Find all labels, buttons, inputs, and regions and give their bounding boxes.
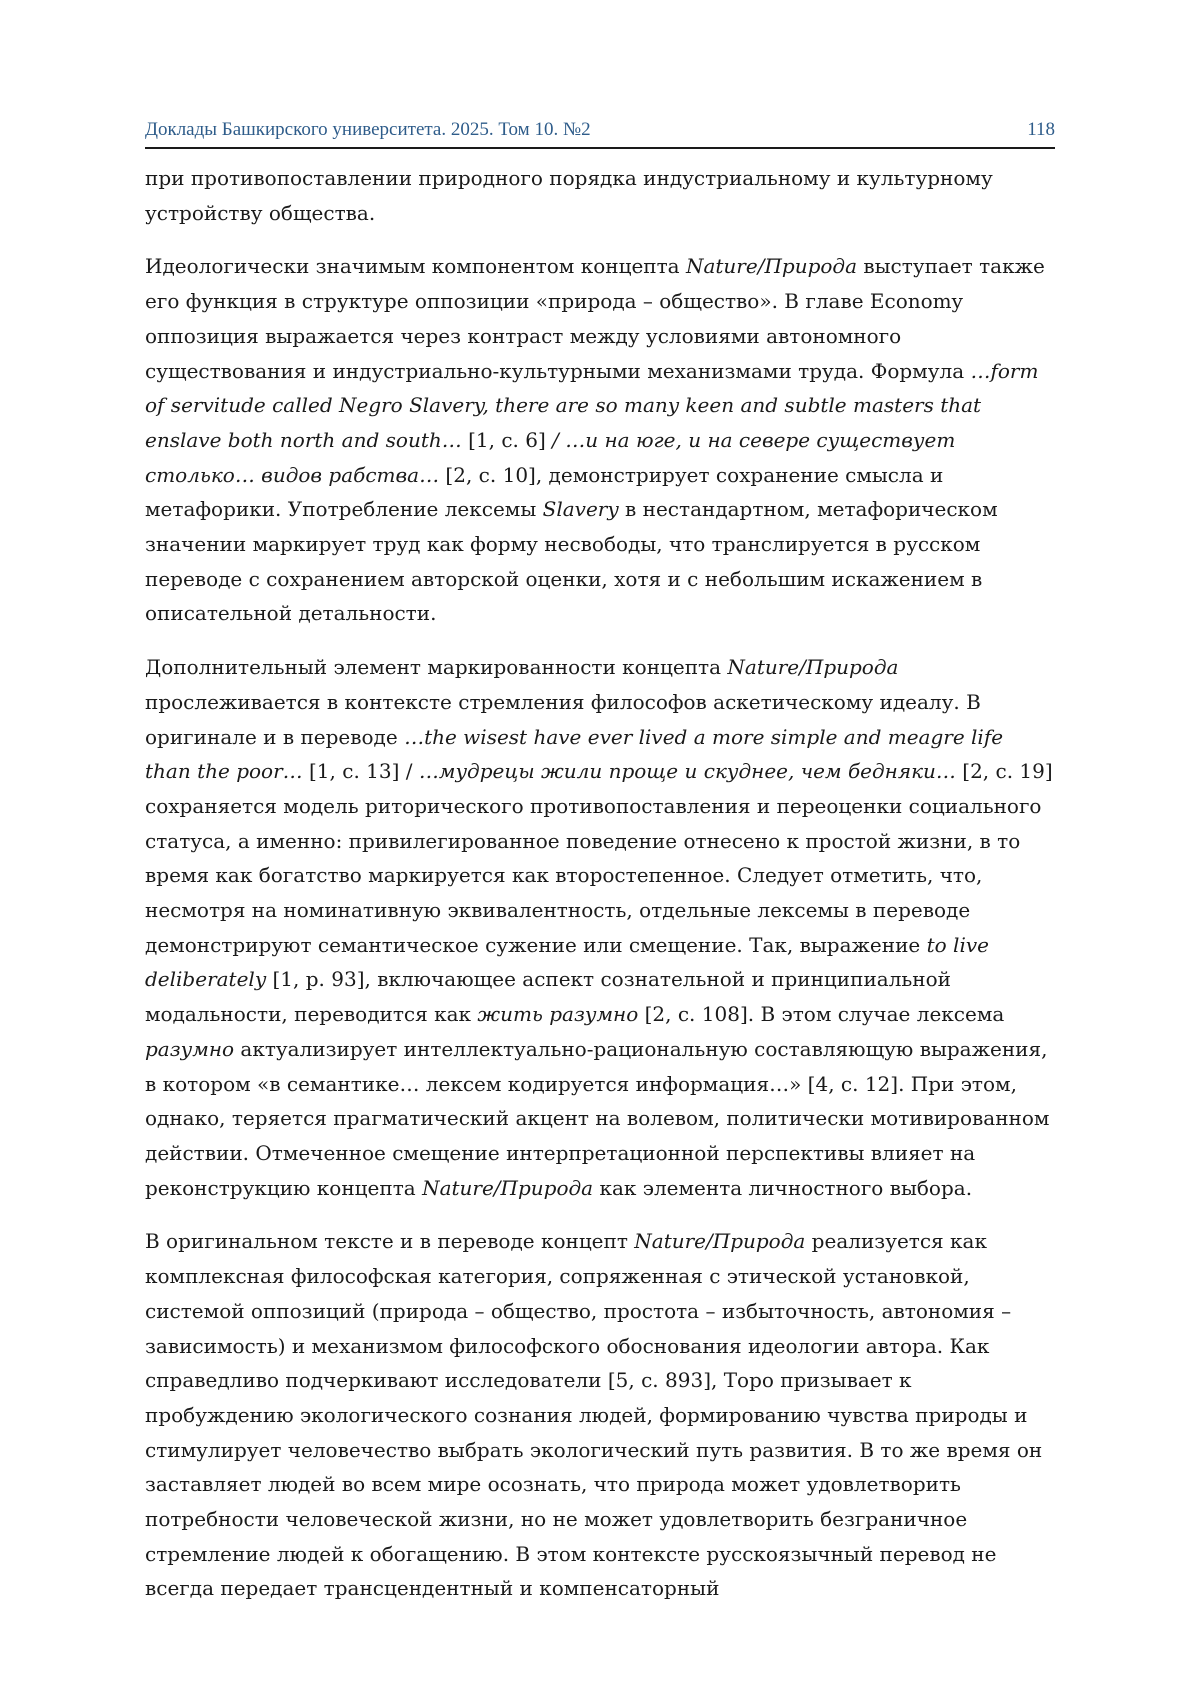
text-run: прослеживается в контексте стремления философов аскетическому идеалу. В оригинале и в переводе	[145, 690, 981, 749]
paragraph	[145, 650, 1055, 1205]
italic-run: Nature/Природа	[686, 254, 857, 278]
text-run: как элемента личностного выбора.	[593, 1176, 972, 1200]
italic-run: разумно	[145, 1037, 234, 1061]
italic-run: …the wisest have ever lived a more simple and meagre life than the poor…	[145, 725, 1003, 784]
article-body	[145, 161, 1055, 1625]
paragraph	[145, 161, 1055, 230]
italic-run: Nature/Природа	[634, 1229, 805, 1253]
page-number: 118	[1027, 119, 1055, 141]
italic-run: Nature/Природа	[422, 1176, 593, 1200]
text-run: актуализирует интеллектуально-рациональную составляющую выражения, в котором «в семантике… лексем кодируется информация…» [4, с. 12]. При этом, однако, теряется прагматический акцент на волевом, политически мотивированном действии. Отмеченное смещение интерпретационной перспективы влияет на реконструкцию концепта	[145, 1037, 1049, 1200]
text-run: [2, с. 108]. В этом случае лексема	[638, 1002, 1004, 1026]
italic-run: …мудрецы жили проще и скуднее, чем бедняки…	[419, 759, 956, 783]
running-header	[145, 117, 1055, 149]
text-run: В оригинальном тексте и в переводе концепт	[145, 1229, 634, 1253]
text-run: [2, с. 19] сохраняется модель риторического противопоставления и переоценки социального статуса, а именно: привилегированное поведение отнесено к простой жизни, в то время как богатство маркируется как второстепенное. Следует отметить, что, несмотря на номинативную эквивалентность, отдельные лексемы в переводе демонстрируют семантическое сужение или смещение. Так, выражение	[145, 759, 1053, 957]
italic-run: Slavery	[543, 497, 619, 521]
italic-run: жить разумно	[477, 1002, 638, 1026]
text-run: [1, с. 6]	[462, 428, 552, 452]
paragraph	[145, 1224, 1055, 1606]
text-run: Дополнительный элемент маркированности концепта	[145, 655, 727, 679]
italic-run: Nature/Природа	[727, 655, 898, 679]
italic-run: to live deliberately	[145, 933, 989, 992]
italic-run: / …и на юге, и на севере существует столько… видов рабства…	[145, 428, 955, 487]
text-run: Идеологически значимым компонентом концепта	[145, 254, 686, 278]
text-run: реализуется как комплексная философская категория, сопряженная с этической установкой, системой оппозиций (природа – общество, простота – избыточность, автономия – зависимость) и механизмом философского обоснования идеологии автора. Как справедливо подчеркивают исследователи [5, с. 893], Торо призывает к пробуждению экологического сознания людей, формированию чувства природы и стимулирует человечество выбрать экологический путь развития. В то же время он заставляет людей во всем мире осознать, что природа может удовлетворить потребности человеческой жизни, но не может удовлетворить безграничное стремление людей к обогащению. В этом контексте русскоязычный перевод не всегда передает трансцендентный и компенсаторный	[145, 1229, 1042, 1600]
journal-page	[145, 0, 1055, 1697]
text-run: [1, с. 13] /	[303, 759, 419, 783]
italic-run: …form of servitude called Negro Slavery, there are so many keen and subtle masters that enslave both north and south…	[145, 359, 1038, 452]
text-run: выступает также его функция в структуре оппозиции «природа – общество». В главе Economy оппозиция выражается через контраст между условиями автономного существования и индустриально-культурными механизмами труда. Формула	[145, 254, 1045, 382]
text-run: [1, p. 93], включающее аспект сознательной и принципиальной модальности, переводится как	[145, 967, 951, 1026]
text-run: [2, с. 10], демонстрирует сохранение смысла и метафорики. Употребление лексемы	[145, 463, 943, 522]
text-run: при противопоставлении природного порядка индустриальному и культурному устройству общества.	[145, 166, 993, 225]
paragraph	[145, 249, 1055, 631]
text-run: в нестандартном, метафорическом значении маркирует труд как форму несвободы, что транслируется в русском переводе с сохранением авторской оценки, хотя и с небольшим искажением в описательной детальности.	[145, 497, 998, 625]
journal-citation: Доклады Башкирского университета. 2025. Том 10. №2	[145, 119, 591, 141]
